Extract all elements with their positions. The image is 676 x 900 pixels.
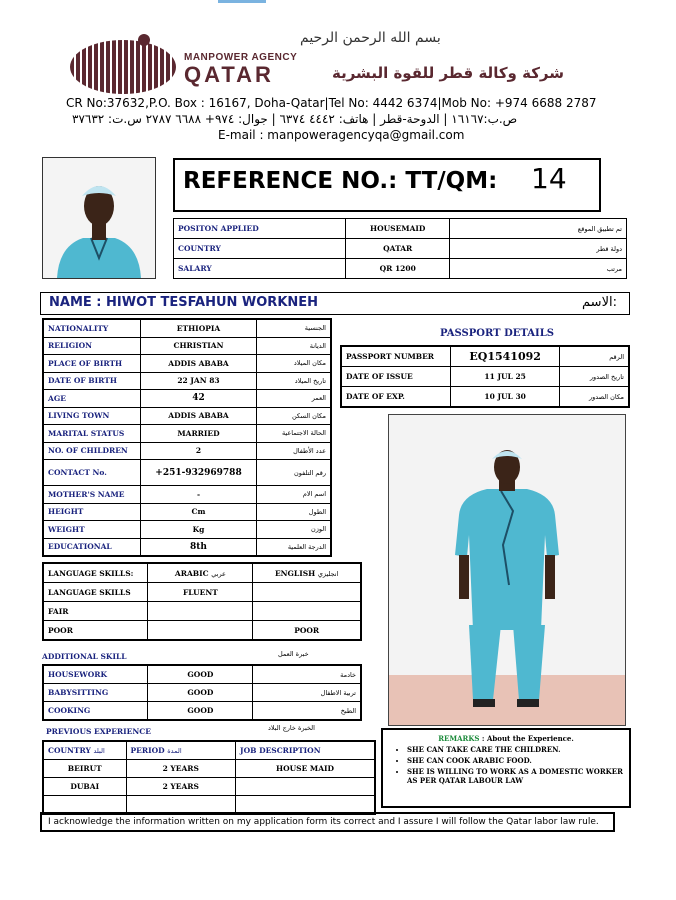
cell-ar: تاريخ الميلاد (256, 372, 331, 390)
cell-ar: خادمة (253, 665, 361, 684)
cell-value: DUBAI (43, 778, 126, 796)
previous-experience-title: PREVIOUS EXPERIENCE (46, 727, 151, 736)
cell-value: ETHIOPIA (141, 319, 256, 337)
salary-ar: مرتب (450, 259, 627, 279)
cell-value: 2 YEARS (126, 760, 236, 778)
salary-label: SALARY (174, 259, 346, 279)
position-label: POSITON APPLIED (174, 219, 346, 239)
brand-subtitle: MANPOWER AGENCY (184, 52, 298, 63)
table-row (43, 563, 361, 583)
reference-box (173, 158, 601, 212)
period-header-ar: المدة (167, 747, 182, 755)
cell-value: 42 (141, 390, 256, 408)
passport-title: PASSPORT DETAILS (440, 328, 554, 339)
table-row (43, 665, 361, 684)
remarks-heading (389, 734, 623, 743)
cell-value: 2 (141, 442, 256, 460)
applicant-name: NAME : HIWOT TESFAHUN WORKNEH (49, 295, 319, 310)
table-row (341, 367, 629, 387)
table-row (43, 583, 361, 602)
reference-label: REFERENCE NO.: TT/QM: (183, 168, 498, 194)
additional-skill-title: ADDITIONAL SKILL (42, 652, 127, 661)
cell-label: NATIONALITY (43, 319, 141, 337)
cell-label: CONTACT No. (43, 460, 141, 486)
cell-label: POOR (43, 621, 148, 641)
cell-ar: الديانة (256, 337, 331, 355)
cell-ar: عدد الأطفال (256, 442, 331, 460)
brand-title: QATAR (184, 62, 274, 87)
cell-ar: الطول (256, 503, 331, 521)
list-item: • SHE IS WILLING TO WORK AS A DOMESTIC WORKER AS PER QATAR LABOUR LAW (407, 767, 623, 785)
cell-ar: مكان الميلاد (256, 355, 331, 373)
passport-table (340, 345, 630, 408)
cell-ar: الجنسية (256, 319, 331, 337)
email-line: E-mail : manpoweragencyqa@gmail.com (218, 128, 465, 142)
cell-label: DATE OF BIRTH (43, 372, 141, 390)
table-row (174, 239, 627, 259)
position-ar: تم تطبيق الموقع (450, 219, 627, 239)
name-label-ar: الاسم: (582, 295, 617, 310)
table-row (43, 538, 331, 556)
cell-value (236, 778, 375, 796)
cell-value: 10 JUL 30 (450, 387, 559, 408)
cell-ar: الوزن (256, 521, 331, 539)
table-row (341, 387, 629, 408)
top-accent-line (218, 0, 266, 3)
logo-figure-icon (138, 34, 150, 46)
table-row (43, 521, 331, 539)
additional-skills-table (42, 664, 362, 721)
cell-label: DATE OF EXP. (341, 387, 450, 408)
language-header-label: LANGUAGE SKILLS: (43, 563, 148, 583)
country-label: COUNTRY (174, 239, 346, 259)
cell-ar: اسم الام (256, 486, 331, 504)
cell-ar: الحالة الاجتماعية (256, 425, 331, 443)
country-value: QATAR (346, 239, 450, 259)
acknowledgement-text: I acknowledge the information written on my application form its correct and I assure I will follow the Qatar labor law rule. (40, 812, 615, 832)
cell-label: WEIGHT (43, 521, 141, 539)
english-header (253, 563, 361, 583)
cell-value (253, 602, 361, 621)
personal-details-table (42, 318, 332, 557)
list-item: • SHE CAN COOK ARABIC FOOD. (407, 756, 623, 765)
cell-value (148, 621, 253, 641)
bismillah-text: بسم الله الرحمن الرحيم (300, 30, 441, 46)
cell-ar: العمر (256, 390, 331, 408)
cell-value: 8th (141, 538, 256, 556)
table-row (43, 442, 331, 460)
applicant-photo-full (388, 414, 626, 726)
position-table (173, 218, 627, 279)
list-item: • SHE CAN TAKE CARE THE CHILDREN. (407, 745, 623, 754)
table-row (43, 460, 331, 486)
arabic-header (148, 563, 253, 583)
table-row (174, 259, 627, 279)
cell-label: AGE (43, 390, 141, 408)
cell-value: 22 JAN 83 (141, 372, 256, 390)
cell-value: GOOD (148, 665, 253, 684)
cell-ar: الدرجة العلمية (256, 538, 331, 556)
english-label-ar: انجليزي (317, 569, 339, 578)
country-header-label: COUNTRY (48, 746, 91, 755)
cell-label: HEIGHT (43, 503, 141, 521)
job-header: JOB DESCRIPTION (236, 741, 375, 760)
brand-arabic: شركة وكالة قطر للقوة البشرية (332, 64, 564, 82)
table-row (43, 337, 331, 355)
cell-label: MARITAL STATUS (43, 425, 141, 443)
contact-line-en: CR No:37632,P.O. Box : 16167, Doha-Qatar|Tel No: 4442 6374|Mob No: +974 6688 2787 (66, 96, 597, 110)
table-row (43, 425, 331, 443)
table-row (43, 602, 361, 621)
previous-experience-title-ar: الخبرة خارج البلاد (268, 724, 315, 732)
additional-skill-title-ar: خبرة العمل (278, 650, 309, 658)
cell-label: LANGUAGE SKILLS (43, 583, 148, 602)
salary-value: QR 1200 (346, 259, 450, 279)
country-ar: دولة قطر (450, 239, 627, 259)
table-row (174, 219, 627, 239)
experience-table (42, 740, 376, 815)
cell-value: ADDIS ABABA (141, 407, 256, 425)
remarks-list (389, 745, 623, 785)
english-label: ENGLISH (274, 568, 316, 578)
cell-value: - (141, 486, 256, 504)
cell-label: PASSPORT NUMBER (341, 346, 450, 367)
agency-logo-icon (70, 40, 176, 94)
remarks-box (381, 728, 631, 808)
cell-ar: الطبخ (253, 702, 361, 721)
table-row (43, 503, 331, 521)
table-row (43, 741, 375, 760)
cell-label: DATE OF ISSUE (341, 367, 450, 387)
table-row (43, 355, 331, 373)
cell-value: ADDIS ABABA (141, 355, 256, 373)
table-row (43, 390, 331, 408)
period-header (126, 741, 236, 760)
reference-number: 14 (531, 162, 567, 195)
remarks-title: REMARKS (438, 734, 480, 743)
cell-label: PLACE OF BIRTH (43, 355, 141, 373)
cell-value: 2 YEARS (126, 778, 236, 796)
period-header-label: PERIOD (130, 746, 165, 755)
cell-ar: رقم التلفون (256, 460, 331, 486)
cell-label: FAIR (43, 602, 148, 621)
cell-value: HOUSE MAID (236, 760, 375, 778)
table-row (43, 760, 375, 778)
table-row (43, 778, 375, 796)
cell-ar: مكان السكن (256, 407, 331, 425)
table-row (43, 684, 361, 702)
cell-value: 11 JUL 25 (450, 367, 559, 387)
cell-ar: تربية الاطفال (253, 684, 361, 702)
cell-ar: تاريخ الصدور (560, 367, 629, 387)
table-row (341, 346, 629, 367)
passport-number: EQ1541092 (450, 346, 559, 367)
cell-label: MOTHER'S NAME (43, 486, 141, 504)
cell-value: MARRIED (141, 425, 256, 443)
cell-label: BABYSITTING (43, 684, 148, 702)
cell-label: COOKING (43, 702, 148, 721)
cell-value: BEIRUT (43, 760, 126, 778)
table-row (43, 407, 331, 425)
cell-value: CHRISTIAN (141, 337, 256, 355)
cell-value: Cm (141, 503, 256, 521)
cell-value: +251-932969788 (141, 460, 256, 486)
cell-value (148, 602, 253, 621)
cell-value: GOOD (148, 702, 253, 721)
cell-label: RELIGION (43, 337, 141, 355)
cell-ar: مكان الصدور (560, 387, 629, 408)
cell-value: Kg (141, 521, 256, 539)
cell-value: FLUENT (148, 583, 253, 602)
cell-value: GOOD (148, 684, 253, 702)
cell-label: EDUCATIONAL (43, 538, 141, 556)
position-value: HOUSEMAID (346, 219, 450, 239)
name-bar (40, 292, 630, 315)
table-row (43, 319, 331, 337)
cell-label: LIVING TOWN (43, 407, 141, 425)
cell-ar: الرقم (560, 346, 629, 367)
table-row (43, 702, 361, 721)
table-row (43, 372, 331, 390)
table-row (43, 621, 361, 641)
arabic-label-ar: عربي (211, 569, 226, 578)
country-header (43, 741, 126, 760)
cell-label: NO. OF CHILDREN (43, 442, 141, 460)
language-skills-table (42, 562, 362, 641)
remarks-subtitle: : About the Experience. (481, 734, 574, 743)
contact-line-ar: ص.ب:١٦١٦٧ | الدوحة-قطر | هاتف: ٤٤٤٢ ٦٣٧٤ | جوال: ٩٧٤+ ٦٦٨٨ ٢٧٨٧ س.ت: ٣٧٦٣٢ (72, 112, 518, 126)
arabic-label: ARABIC (174, 568, 209, 578)
cell-value: POOR (253, 621, 361, 641)
table-row (43, 486, 331, 504)
cell-label: HOUSEWORK (43, 665, 148, 684)
cell-value (253, 583, 361, 602)
country-header-ar: البلد (93, 747, 105, 755)
applicant-photo-small (42, 157, 156, 279)
